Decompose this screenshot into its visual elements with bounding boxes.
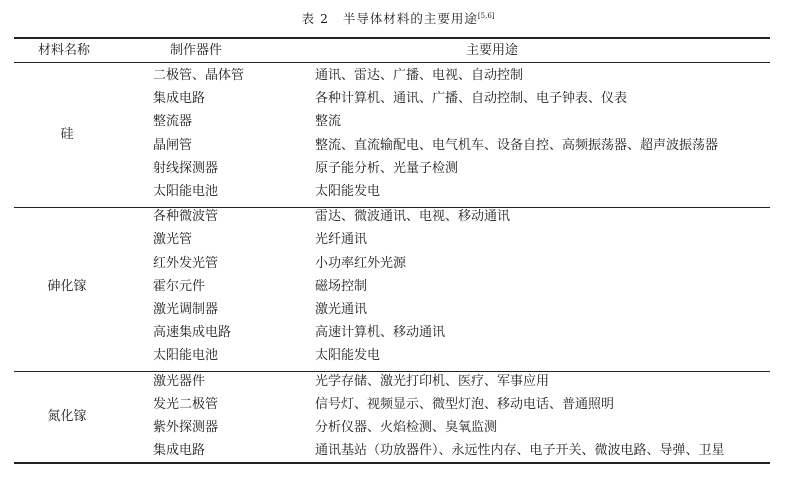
use-cell: 高速计算机、移动通讯 xyxy=(315,325,446,341)
device-cell: 红外发光管 xyxy=(153,255,219,271)
material-cell: 硅 xyxy=(60,126,74,142)
device-cell: 射线探测器 xyxy=(153,160,219,176)
device-cell: 太阳能电池 xyxy=(153,348,219,364)
header-use: 主要用途 xyxy=(466,43,519,58)
device-cell: 太阳能电池 xyxy=(153,184,219,199)
use-cell: 分析仪器、火焰检测、臭氧监测 xyxy=(315,420,498,435)
use-cell: 太阳能发电 xyxy=(315,184,381,199)
use-cell: 信号灯、视频显示、微型灯泡、移动电话、普通照明 xyxy=(315,396,615,412)
device-cell: 各种微波管 xyxy=(153,209,219,225)
use-cell: 各种计算机、通讯、广播、自动控制、电子钟表、仪表 xyxy=(315,91,628,107)
device-cell: 发光二极管 xyxy=(153,396,219,412)
use-cell: 小功率红外光源 xyxy=(315,255,407,271)
table-caption xyxy=(0,9,796,27)
device-cell: 激光管 xyxy=(153,232,193,248)
device-cell: 紫外探测器 xyxy=(153,420,219,435)
use-cell: 雷达、微波通讯、电视、移动通讯 xyxy=(315,209,511,225)
use-cell: 激光通讯 xyxy=(315,302,368,317)
use-cell: 磁场控制 xyxy=(315,278,368,294)
device-cell: 集成电路 xyxy=(153,443,206,459)
device-cell: 霍尔元件 xyxy=(153,278,206,294)
device-cell: 整流器 xyxy=(153,114,193,130)
use-cell: 光学存储、激光打印机、医疗、军事应用 xyxy=(315,373,550,389)
header-rule xyxy=(14,62,770,63)
use-cell: 光纤通讯 xyxy=(315,232,368,248)
use-cell: 通讯、雷达、广播、电视、自动控制 xyxy=(315,68,524,83)
material-cell: 砷化镓 xyxy=(47,279,87,295)
use-cell: 整流、直流输配电、电气机车、设备自控、高频振荡器、超声波振荡器 xyxy=(315,137,719,153)
header-device: 制作器件 xyxy=(170,43,223,58)
use-cell: 原子能分析、光量子检测 xyxy=(315,160,459,176)
table-title: 半导体材料的主要用途 xyxy=(342,11,478,26)
reference-mark: [5,6] xyxy=(477,12,495,20)
table-number: 表 2 xyxy=(301,11,329,26)
device-cell: 激光调制器 xyxy=(153,302,219,317)
device-cell: 二极管、晶体管 xyxy=(153,68,245,83)
bottom-rule xyxy=(14,462,770,464)
device-cell: 高速集成电路 xyxy=(153,325,232,341)
header-material: 材料名称 xyxy=(38,43,91,58)
top-rule xyxy=(14,37,770,39)
device-cell: 集成电路 xyxy=(153,91,206,107)
use-cell: 通讯基站（功放器件）、永远性内存、电子开关、微波电路、导弹、卫星 xyxy=(315,443,725,459)
material-cell: 氮化镓 xyxy=(47,409,87,424)
device-cell: 晶闸管 xyxy=(153,137,193,153)
device-cell: 激光器件 xyxy=(153,373,206,389)
use-cell: 整流 xyxy=(315,114,342,130)
use-cell: 太阳能发电 xyxy=(315,348,381,364)
